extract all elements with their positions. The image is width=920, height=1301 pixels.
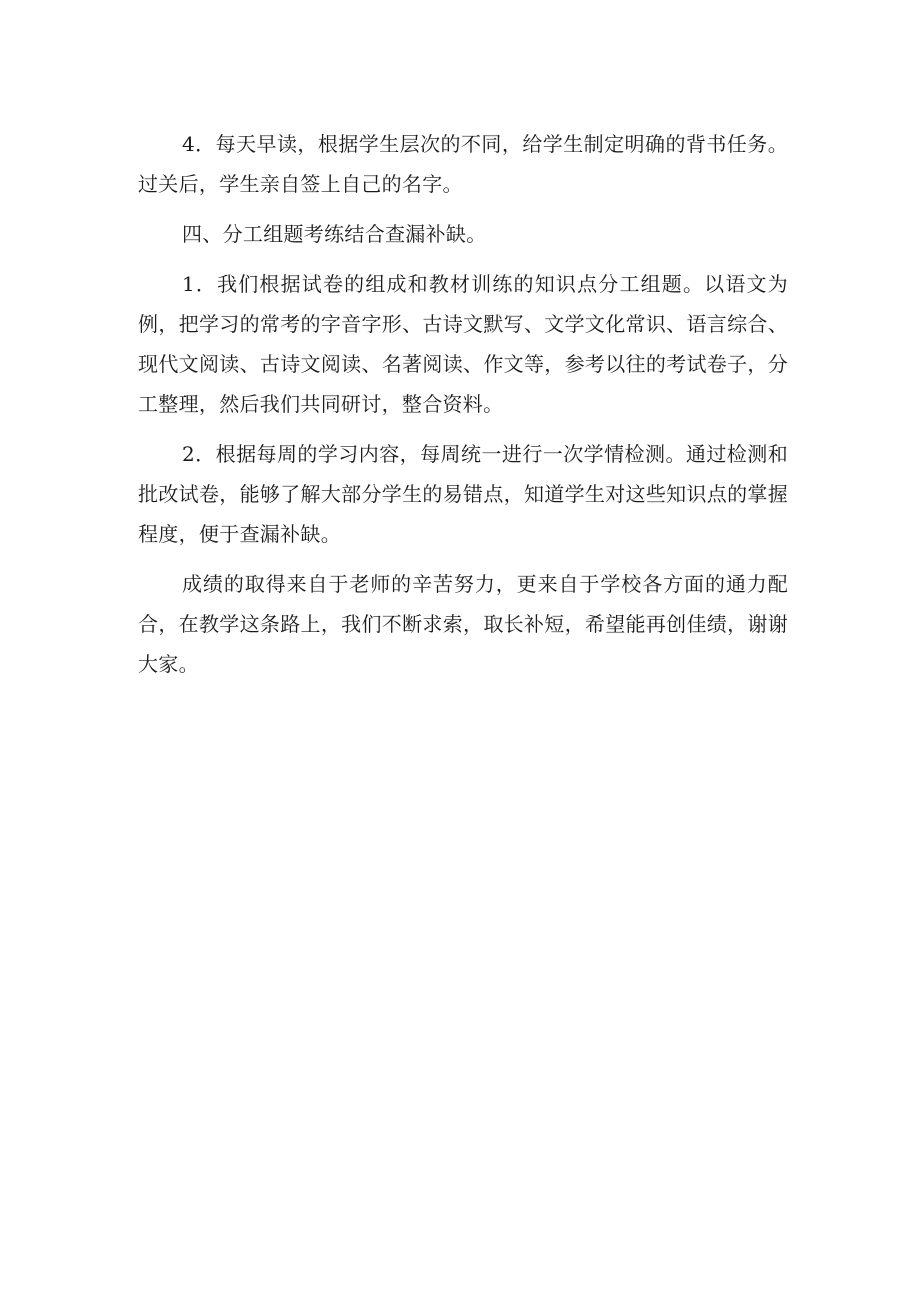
paragraph-conclusion: 成绩的取得来自于老师的辛苦努力，更来自于学校各方面的通力配合，在教学这条路上，我们不断求索，取长补短，希望能再创佳绩，谢谢大家。: [138, 572, 788, 676]
paragraph-morning-reading: 4．每天早读，根据学生层次的不同，给学生制定明确的背书任务。过关后，学生亲自签上自己的名字。: [138, 132, 788, 196]
document-body: [138, 124, 788, 694]
paragraph-weekly-test: 2．根据每周的学习内容，每周统一进行一次学情检测。通过检测和批改试卷，能够了解大部分学生的易错点，知道学生对这些知识点的掌握程度，便于查漏补缺。: [138, 442, 788, 546]
paragraph-question-grouping: 1．我们根据试卷的组成和教材训练的知识点分工组题。以语文为例，把学习的常考的字音字形、古诗文默写、文学文化常识、语言综合、现代文阅读、古诗文阅读、名著阅读、作文等，参考以往的考试卷子，分工整理，然后我们共同研讨，整合资料。: [138, 272, 788, 416]
section-heading-four: 四、分工组题考练结合查漏补缺。: [182, 222, 487, 246]
